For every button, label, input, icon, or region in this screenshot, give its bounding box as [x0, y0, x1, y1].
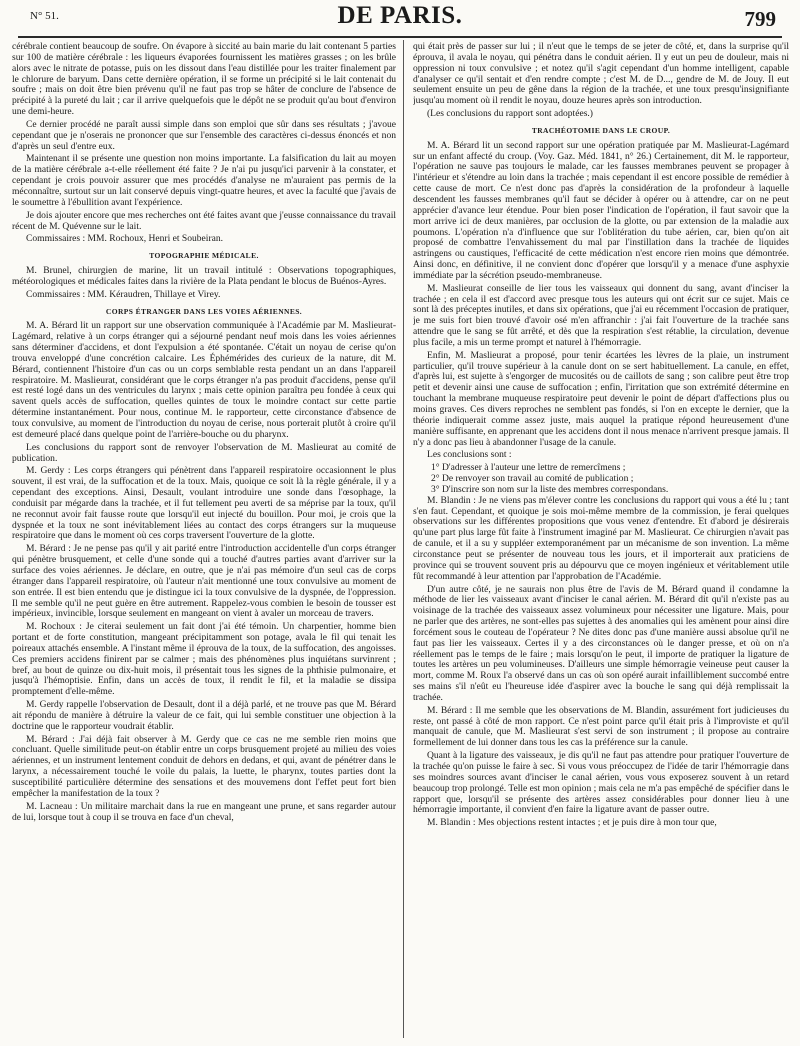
paragraph: Les conclusions du rapport sont de renvoyer l'observation de M. Maslieurat au comité de publication. — [12, 441, 396, 464]
masthead-title: DE PARIS. — [337, 2, 463, 29]
issue-number: N° 51. — [30, 10, 59, 22]
section-heading: TRACHÉOTOMIE DANS LE CROUP. — [531, 125, 671, 135]
paragraph: M. Blandin : Mes objections restent intactes ; et je puis dire à mon tour que, — [427, 817, 717, 829]
paragraph: M. Bérard : Il me semble que les observations de M. Blandin, assurément fort judicieuses du reste, ont passé à côté de mon rapport. Ce n'est point parce qu'il était pris à l'improviste et qu'il manquait de canule, que M. Maslieurat s'est servi de son instrument ; il propose au contraire formellement de lui donner dans tous les cas la préférence sur la canule. — [413, 704, 789, 749]
paragraph: Enfin, M. Maslieurat a proposé, pour tenir écartées les lèvres de la plaie, un instrument particulier, qu'il trouve supérieur à la canule dont on se sert habituellement. La canule, en effet, d'après lui, est sujette à s'engorger de mucosités ou de caillots de sang ; son calibre peut être trop petit et devenir ainsi une cause de suffocation ; enfin, l'irritation que son extrémité détermine en touchant la membrane muqueuse respiratoire peut devenir le point de départ d'affections plus ou moins graves. Ces divers reproches ne semblent pas fondés, si l'on en excepte le dernier, que la théorie indiquerait comme assez juste, mais auquel la pratique répond heureusement d'une manière suffisante, en apprenant que les accidens dont il nous menace n'arrivent presque jamais. Il n'y a donc pas lieu à abandonner l'usage de la canule. — [413, 349, 789, 448]
paragraph: Je dois ajouter encore que mes recherches ont été faites avant que j'eusse connaissance du travail récent de M. Quévenne sur le lait. — [12, 209, 396, 232]
paragraph: M. Bérard : Je ne pense pas qu'il y ait parité entre l'introduction accidentelle d'un corps étranger qui pénètre brusquement, et celle d'une sonde qui a touché d'autres parties avant d'arriver sur la surface des voies aériennes. Je déclare, en outre, que je n'ai pas mémoire d'un seul cas de corps étranger dans l'appareil respiratoire, où l'auteur n'ait mentionné une toux convulsive au moment de son entrée. Il est bien entendu que je distingue ici la toux convulsive de la dyspnée, de l'oppression. Il me semble qu'il ne peut guère en être autrement. Rappelez-vous combien le besoin de tousser est impérieux, invincible, lorsque seulement en mangeant on vient à avaler un morceau de travers. — [12, 543, 396, 620]
paragraph: M. Maslieurat conseille de lier tous les vaisseaux qui donnent du sang, avant d'inciser la trachée ; en cela il est d'accord avec presque tous les auteurs qui ont écrit sur ce sujet. Mais ce sont là des préceptes inutiles, et dans six opérations, que j'ai eu récemment l'occasion de pratiquer, je me suis fort bien trouvé d'avoir osé m'en affranchir : j'ai fait l'ouverture de la trachée sans attendre que le sang se fût arrêté, et dès que la respiration s'est rétablie, la circulation, devenue plus facile, a mis un terme prompt et naturel à l'hémorragie. — [413, 282, 789, 348]
paragraph: M. Gerdy : Les corps étrangers qui pénètrent dans l'appareil respiratoire occasionnent le plus souvent, il est vrai, de la suffocation et de la toux. Mais, quoique ce soit là la règle générale, il y a cependant des exceptions. Ainsi, Desault, voulant introduire une sonde dans l'œsophage, la conduisit par mégarde dans la trachée, et il fut tellement peu averti de sa méprise par la toux, qu'il ne reconnut avoir fait fausse route que lorsqu'il eut injecté du bouillon. Pour moi, je crois que la dyspnée et la toux ne sont inévitablement liées au contact des corps étrangers sur la muqueuse respiratoire que dans le moment où ces corps traversent l'ouverture de la glotte. — [12, 465, 396, 542]
section-heading: CORPS ÉTRANGER DANS LES VOIES AÉRIENNES. — [105, 306, 303, 316]
commissioners-line: Commissaires : MM. Rochoux, Henri et Soubeiran. — [26, 233, 224, 245]
paragraph: M. Rochoux : Je citerai seulement un fait dont j'ai été témoin. Un charpentier, homme bien portant et de forte constitution, mangeant précipitamment son potage, avala le fil qui tenait les poireaux attachés ensemble. A l'instant même il éprouva de la toux, de la suffocation, des angoisses. Ces premiers accidens finirent par se calmer ; mais des phénomènes plus inquiétans survinrent ; bref, au bout de quinze ou dix-huit mois, il présentait tous les signes de la phthisie pulmonaire, et jusqu'à l'hémoptisie. Enfin, dans un accès de toux, il rendit le fil, et la maladie se dissipa promptement d'elle-même. — [12, 621, 396, 698]
paragraph: M. Lacneau : Un militaire marchait dans la rue en mangeant une prune, et sans regarder autour de lui, lorsque tout à coup il se trouva en face d'un cheval, — [12, 800, 396, 823]
paragraph: (Les conclusions du rapport sont adoptées.) — [427, 108, 593, 120]
paragraph: M. Brunel, chirurgien de marine, lit un travail intitulé : Observations topographiques, météorologiques et médicales faites dans la rivière de la Plata pendant le blocus de Buénos-Ayres. — [12, 265, 396, 287]
paragraph: Maintenant il se présente une question non moins importante. La falsification du lait au moyen de la matière cérébrale a-t-elle réellement été faite ? Je n'ai pu jusqu'ici parvenir à la constater, et cependant je crois pouvoir assurer que mes procédés d'analyse ne m'auraient pas permis de la méconnaître, surtout sur un lait conservé depuis vingt-quatre heures, et avec la faculté que j'avais de le soumettre à l'ébullition avant l'expérience. — [12, 153, 396, 208]
paragraph: M. A. Bérard lit un rapport sur une observation communiquée à l'Académie par M. Maslieurat-Lagémard, relative à un corps étranger qui a séjourné pendant neuf mois dans les voies aériennes sans déterminer d'accidens, et dont l'expulsion a été spontanée. C'était un noyau de cerise qu'on trouva enveloppé d'une concrétion calcaire. Les Éphémérides des curieux de la nature, dit M. Bérard, contiennent l'histoire d'un cas ou un corps semblable resta pendant un an dans l'appareil respiratoire. M. Maslieurat, considérant que le corps étranger n'a pas produit d'accidens, pense qu'il est resté logé dans un des ventricules du larynx ; mais cette opinion paraîtra peu fondée à ceux qui savent quels accès de suffocation, quelles quintes de toux le moindre contact sur cette partie détermine instantanément. Pour nous, continue M. le rapporteur, cette circonstance d'absence de toux convulsive, au moment de l'introduction du noyau de cerise, nous porterait plutôt à croire qu'il est demeuré placé dans quelque point de l'arrière-bouche ou du pharynx. — [12, 320, 396, 440]
header-rule — [18, 36, 782, 38]
left-column — [12, 42, 396, 1040]
page-number: 799 — [744, 7, 776, 31]
paragraph: qui était près de passer sur lui ; il n'eut que le temps de se jeter de côté, et, dans la surprise qu'il éprouva, il avala le noyau, qui pénétra dans le conduit aérien. Il y eut un peu de douleur, mais ni oppression ni toux convulsive ; et notez qu'il s'agit cependant d'un homme intelligent, capable d'analyser ce qu'il sentait et d'en rendre compte ; c'est M. de D..., gendre de M. de Jouy. Il eut seulement ensuite un peu de gêne dans la région de la trachée, et une toux presqu'insignifiante jusqu'au moment où il rendit le noyau, douze heures après son introduction. — [413, 42, 789, 107]
paragraph: M. Bérard : J'ai déjà fait observer à M. Gerdy que ce cas ne me semble rien moins que concluant. Quelle similitude peut-on établir entre un corps brusquement projeté au milieu des voies aériennes, et un instrument lentement conduit de dehors en dedans, et qui, avant de pénétrer dans le larynx, a nécessairement touché le voile du palais, la luette, le pharynx, toutes parties dont la susceptibilité particulière détermine des sensations et des mouvemens dont l'effet peut fort bien empêcher la manifestation de la toux ? — [12, 733, 396, 799]
list-item: 3° D'inscrire son nom sur la liste des membres correspondans. — [431, 483, 669, 495]
paragraph: M. Gerdy rappelle l'observation de Desault, dont il a déjà parlé, et ne trouve pas que M. Bérard ait répondu de manière à détruire la valeur de ce fait, qui lui semble constituer une objection à la doctrine que le rapporteur voudrait établir. — [12, 699, 396, 732]
commissioners-line: Commissaires : MM. Kéraudren, Thillaye et Virey. — [26, 288, 221, 300]
paragraph: Les conclusions sont : — [427, 449, 512, 461]
paragraph: M. Blandin : Je ne viens pas m'élever contre les conclusions du rapport qui vous a été lu ; tant s'en faut. Cependant, et quoique je sois moi-même membre de la commission, je ferai quelques observations sur les différentes propositions que vous venez d'entendre. Et d'abord je désirerais qu'une part plus large fût faite à l'instrument imaginé par M. Maslieurat. Ce chirurgien n'avait pas de canule, et il a su y suppléer extemporanément par un mécanisme de son invention. La même circonstance peut se présenter de nouveau tous les jours, et il importerait aux praticiens de province qui se trouvent souvent pris au dépourvu que ce moyen ingénieux et véritablement utile fût recommandé à leur attention par l'approbation de l'Académie. — [413, 494, 789, 582]
column-divider — [403, 40, 404, 1038]
paragraph: Quant à la ligature des vaisseaux, je dis qu'il ne faut pas attendre pour pratiquer l'ouverture de la trachée qu'on puisse le faire à sec. Si vous vous préoccupez de l'idée de tarir l'hémorragie dans ses moindres sources avant d'inciser le canal aérien, vous vous exposerez souvent à un retard beaucoup trop prolongé. Telle est mon opinion ; mais cela ne m'a pas empêché de spécifier dans le rapport que, lorsqu'il se présente des artères assez considérables pour donner lieu à une hémorragie importante, il convient d'en faire la ligature avant de passer outre. — [413, 750, 789, 816]
paragraph: M. A. Bérard lit un second rapport sur une opération pratiquée par M. Maslieurat-Lagémard sur un enfant affecté du croup. (Voy. Gaz. Méd. 1841, n° 26.) Certainement, dit M. le rapporteur, l'opération ne sauve pas toujours le malade, car les fausses membranes peuvent se propager à l'intérieur et s'étendre au loin dans la trachée ; mais cependant il est encore possible de remédier à cette cause de mort. Ce n'est donc pas d'après la considération de la profondeur à laquelle descendent les fausses membranes qu'il faut se décider à opérer ou à attendre, car on ne peut apprécier d'avance leur étendue. Pour bien poser l'indication de l'opération, il faut savoir que la mort arrive ici de deux manières, par occlusion de la glotte, ou par extension de la maladie aux poumons. L'opération n'a d'influence que sur l'oblitération du tube aérien, car, bien qu'on ait proposé de combattre l'envahissement du mal par l'instillation dans la trachée de liquides astringens ou caustiques, l'efficacité de cette médication n'est encore rien moins que démontrée. Ainsi donc, en définitive, il ne convient donc d'opérer que lorsqu'il y a menace d'une asphyxie immédiate par la sécrétion pseudo-membraneuse. — [413, 139, 789, 281]
list-item: 2° De renvoyer son travail au comité de publication ; — [431, 473, 634, 485]
paragraph: cérébrale contient beaucoup de soufre. On évapore à siccité au bain marie du lait contenant 5 parties sur 100 de matière cérébrale : les liqueurs évaporées fournissent les matières grasses ; on les brûle alors avec le nitrate de potasse, puis on les dissout dans l'eau distillée pour les traiter finalement par le chlorure de baryum. Dans cette dernière opération, il se forme un précipité si le lait contenait du soufre ; mais on doit être bien prévenu qu'il ne faut pas trop se hâter de conclure de l'absence de précipité à la pureté du lait ; car il arrive quelquefois que le dépôt ne se produit qu'au bout d'environ une demi-heure. — [12, 42, 396, 118]
conclusions-list — [413, 463, 789, 496]
paragraph: D'un autre côté, je ne saurais non plus être de l'avis de M. Bérard quand il condamne la méthode de lier les vaisseaux avant d'inciser le canal aérien. M. Bérard dit qu'il n'existe pas au voisinage de la trachée des vaisseaux assez volumineux pour nécessiter une ligature. Mais, pour ne parler que des artères, ne sont-elles pas sujettes à des anomalies qui les amènent pour ainsi dire forcément sous le couteau de l'opérateur ? Ne dites donc pas d'une manière aussi absolue qu'il ne faut pas lier les vaisseaux. Certes il y a des circonstances où le danger presse, et où on n'a réellement pas le temps de le faire ; mais lorsqu'on le peut, il importe de pratiquer la ligature de toutes les artères un peu volumineuses. D'ailleurs une simple hémorragie veineuse peut causer la mort, comme M. Roux l'a observé dans un cas où son opéré aurait infailliblement succombé entre ses mains s'il n'eût eu l'heureuse idée d'aspirer avec la bouche le sang qui déjà remplissait la trachée. — [413, 583, 789, 703]
right-column — [413, 42, 789, 1040]
section-heading: TOPOGRAPHIE MÉDICALE. — [149, 251, 259, 261]
list-item: 1° D'adresser à l'auteur une lettre de remercîmens ; — [431, 462, 626, 474]
paragraph: Ce dernier procédé ne paraît aussi simple dans son emploi que sûr dans ses résultats ; j'avoue cependant que je n'oserais ne prononcer que sur l'ensemble des caractères ci-dessus énoncés et non d'après un seul d'entre eux. — [12, 118, 396, 152]
